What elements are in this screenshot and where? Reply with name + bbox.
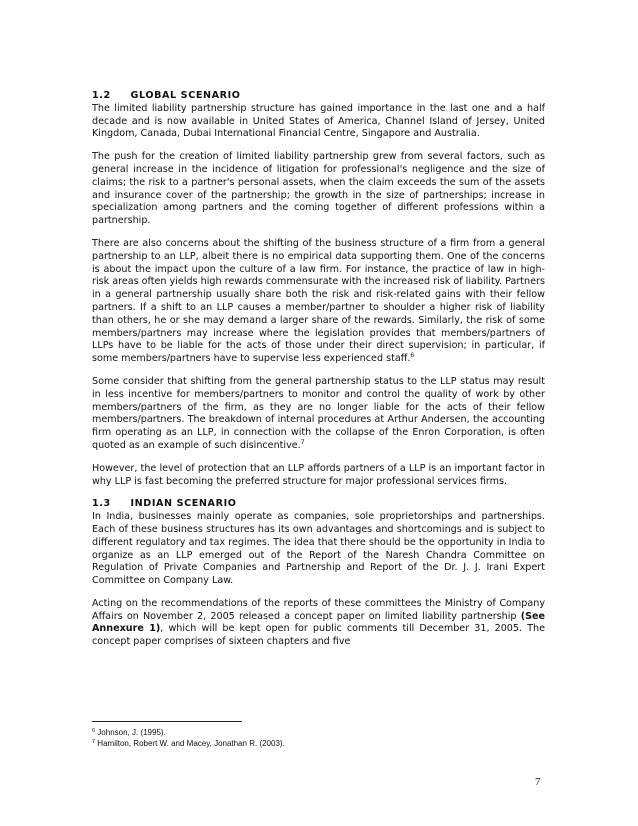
footnote-ref-7[interactable]: 7 bbox=[300, 438, 305, 446]
footnote-divider bbox=[92, 721, 242, 722]
paragraph-llp-push-factors: The push for the creation of limited liability partnership grew from several factors, such as general increase in the incidence of litigation for professional's negligence and the size of claims; the risk to a partner's personal assets, when the claim exceeds the sum of the assets and insurance cover of the partnership; the growth in the size of partnerships; increase in specialization among partners and the coming together of different professions within a partnership. bbox=[92, 151, 545, 227]
footnote-number: 7 bbox=[92, 739, 96, 745]
section-heading-indian-scenario: 1.3 INDIAN SCENARIO bbox=[92, 498, 237, 510]
paragraph-llp-disincentive-text: Some consider that shifting from the general partnership status to the LLP status may result in less incentive for members/partners to monitor and control the quality of work by other members/partners of the firm, as they are no longer liable for the acts of their fellow members/partners. The breakdown of internal procedures at Arthur Andersen, the accounting firm operating as an LLP, in connection with the collapse of the Enron Corporation, is often quoted as an example of such disincentive. bbox=[92, 375, 545, 451]
footnote-text: Hamilton, Robert W. and Macey, Jonathan R. (2003). bbox=[97, 739, 285, 748]
footnote-7 bbox=[92, 738, 545, 749]
footnotes bbox=[92, 727, 545, 749]
page-number: 7 bbox=[535, 776, 541, 788]
annexure-reference: (See Annexure 1) bbox=[92, 610, 545, 635]
paragraph-llp-protection: However, the level of protection that an LLP affords partners of a LLP is an important factor in why LLP is fast becoming the preferred structure for major professional services firms. bbox=[92, 462, 545, 487]
footnote-6 bbox=[92, 727, 545, 738]
concept-paper-text-start: Acting on the recommendations of the reports of these committees the Ministry of Company Affairs on November 2, 2005 released a concept paper on limited liability partnership bbox=[92, 597, 545, 622]
footnote-number: 6 bbox=[92, 728, 96, 734]
concept-paper-text-end: , which will be kept open for public comments till December 31, 2005. The concept paper comprises of sixteen chapters and five bbox=[92, 623, 545, 648]
paragraph-llp-concerns bbox=[92, 238, 545, 366]
footnote-ref-6[interactable]: 6 bbox=[410, 352, 415, 360]
paragraph-llp-availability: The limited liability partnership structure has gained importance in the last one and a half decade and is now available in United States of America, Channel Island of Jersey, United Kingdom, Canada, Dubai International Financial Centre, Singapore and Australia. bbox=[92, 102, 545, 140]
paragraph-concept-paper bbox=[92, 598, 545, 649]
section-heading-global-scenario: 1.2 GLOBAL SCENARIO bbox=[92, 90, 241, 101]
paragraph-llp-concerns-text: There are also concerns about the shifting of the business structure of a firm from a general partnership to an LLP, albeit there is no empirical data supporting them. One of the concerns is about the impact upon the culture of a law firm. For instance, the practice of law in high-risk areas often yields high rewards commensurate with the increased risk of liability. Partners in a general partnership usually share both the risk and risk-related gains with their fellow partners. If a shift to an LLP causes a member/partner to shoulder a higher risk of liability than others, he or she may demand a larger share of the rewards. Similarly, the risk of some members/partners may increase where the legislation provides that members/partners of LLPs have to be liable for the acts of those under their direct supervision; in particular, if some members/partners have to supervise less experienced staff. bbox=[92, 237, 545, 365]
paragraph-india-business-structures: In India, businesses mainly operate as companies, sole proprietorships and partnerships. Each of these business structures has its own advantages and shortcomings and is subject to different regulatory and tax regimes. The idea that there should be the opportunity in India to organize as an LLP emerged out of the Report of the Naresh Chandra Committee on Regulation of Private Companies and Partnership and Report of the Dr. J. J. Irani Expert Committee on Company Law. bbox=[92, 511, 545, 587]
paragraph-llp-disincentive bbox=[92, 376, 545, 453]
footnote-text: Johnson, J. (1995). bbox=[97, 728, 166, 737]
page-body bbox=[92, 90, 545, 659]
